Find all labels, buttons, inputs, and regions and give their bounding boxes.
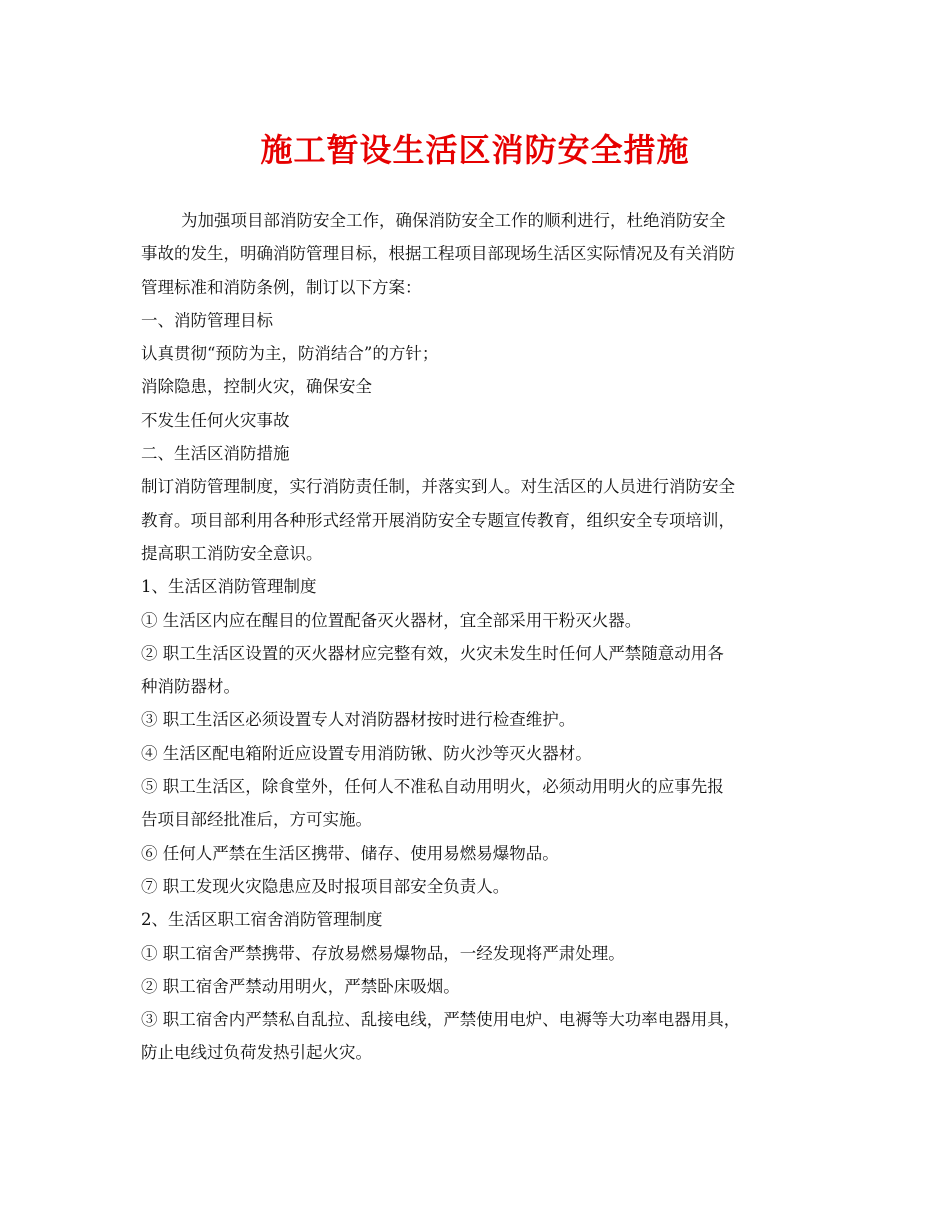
paragraph-line: 不发生任何火灾事故 [141,410,290,430]
list-item: ⑥ 任何人严禁在生活区携带、储存、使用易燃易爆物品。 [141,843,559,863]
paragraph-line: 消除隐患，控制火灾，确保安全 [141,377,372,397]
subsection-heading: 1、生活区消防管理制度 [141,577,317,597]
list-item-continuation: 种消防器材。 [141,677,240,697]
paragraph-line: 教育。项目部利用各种形式经常开展消防安全专题宣传教育，组织安全专项培训， [141,510,735,530]
document-body [141,204,821,1070]
list-item: ① 职工宿舍严禁携带、存放易燃易爆物品，一经发现将严肃处理。 [141,943,625,963]
paragraph-line: 管理标准和消防条例，制订以下方案： [141,277,422,297]
list-item: ⑦ 职工发现火灾隐患应及时报项目部安全负责人。 [141,876,510,896]
list-item: ③ 职工宿舍内严禁私自乱拉、乱接电线，严禁使用电炉、电褥等大功率电器用具， [141,1010,741,1030]
list-item: ① 生活区内应在醒目的位置配备灭火器材，宜全部采用干粉灭火器。 [141,610,642,630]
paragraph-line: 制订消防管理制度，实行消防责任制，并落实到人。对生活区的人员进行消防安全 [141,477,735,497]
subsection-heading: 2、生活区职工宿舍消防管理制度 [141,910,383,930]
paragraph-line: 事故的发生，明确消防管理目标，根据工程项目部现场生活区实际情况及有关消防 [141,244,735,264]
document-title: 施工暂设生活区消防安全措施 [260,131,690,169]
list-item: ② 职工宿舍严禁动用明火，严禁卧床吸烟。 [141,976,460,996]
section-heading: 一、消防管理目标 [141,310,273,330]
list-item-continuation: 防止电线过负荷发热引起火灾。 [141,1043,372,1063]
list-item: ③ 职工生活区必须设置专人对消防器材按时进行检查维护。 [141,710,576,730]
section-heading: 二、生活区消防措施 [141,444,290,464]
list-item: ⑤ 职工生活区，除食堂外，任何人不准私自动用明火，必须动用明火的应事先报 [141,777,724,797]
list-item: ④ 生活区配电箱附近应设置专用消防锹、防火沙等灭火器材。 [141,743,592,763]
paragraph-line: 为加强项目部消防安全工作，确保消防安全工作的顺利进行，杜绝消防安全 [181,211,726,230]
paragraph-line: 提高职工消防安全意识。 [141,543,323,563]
list-item: ② 职工生活区设置的灭火器材应完整有效，火灾未发生时任何人严禁随意动用各 [141,643,724,663]
list-item-continuation: 告项目部经批准后，方可实施。 [141,810,372,830]
paragraph-line: 认真贯彻“预防为主，防消结合”的方针； [141,344,439,364]
